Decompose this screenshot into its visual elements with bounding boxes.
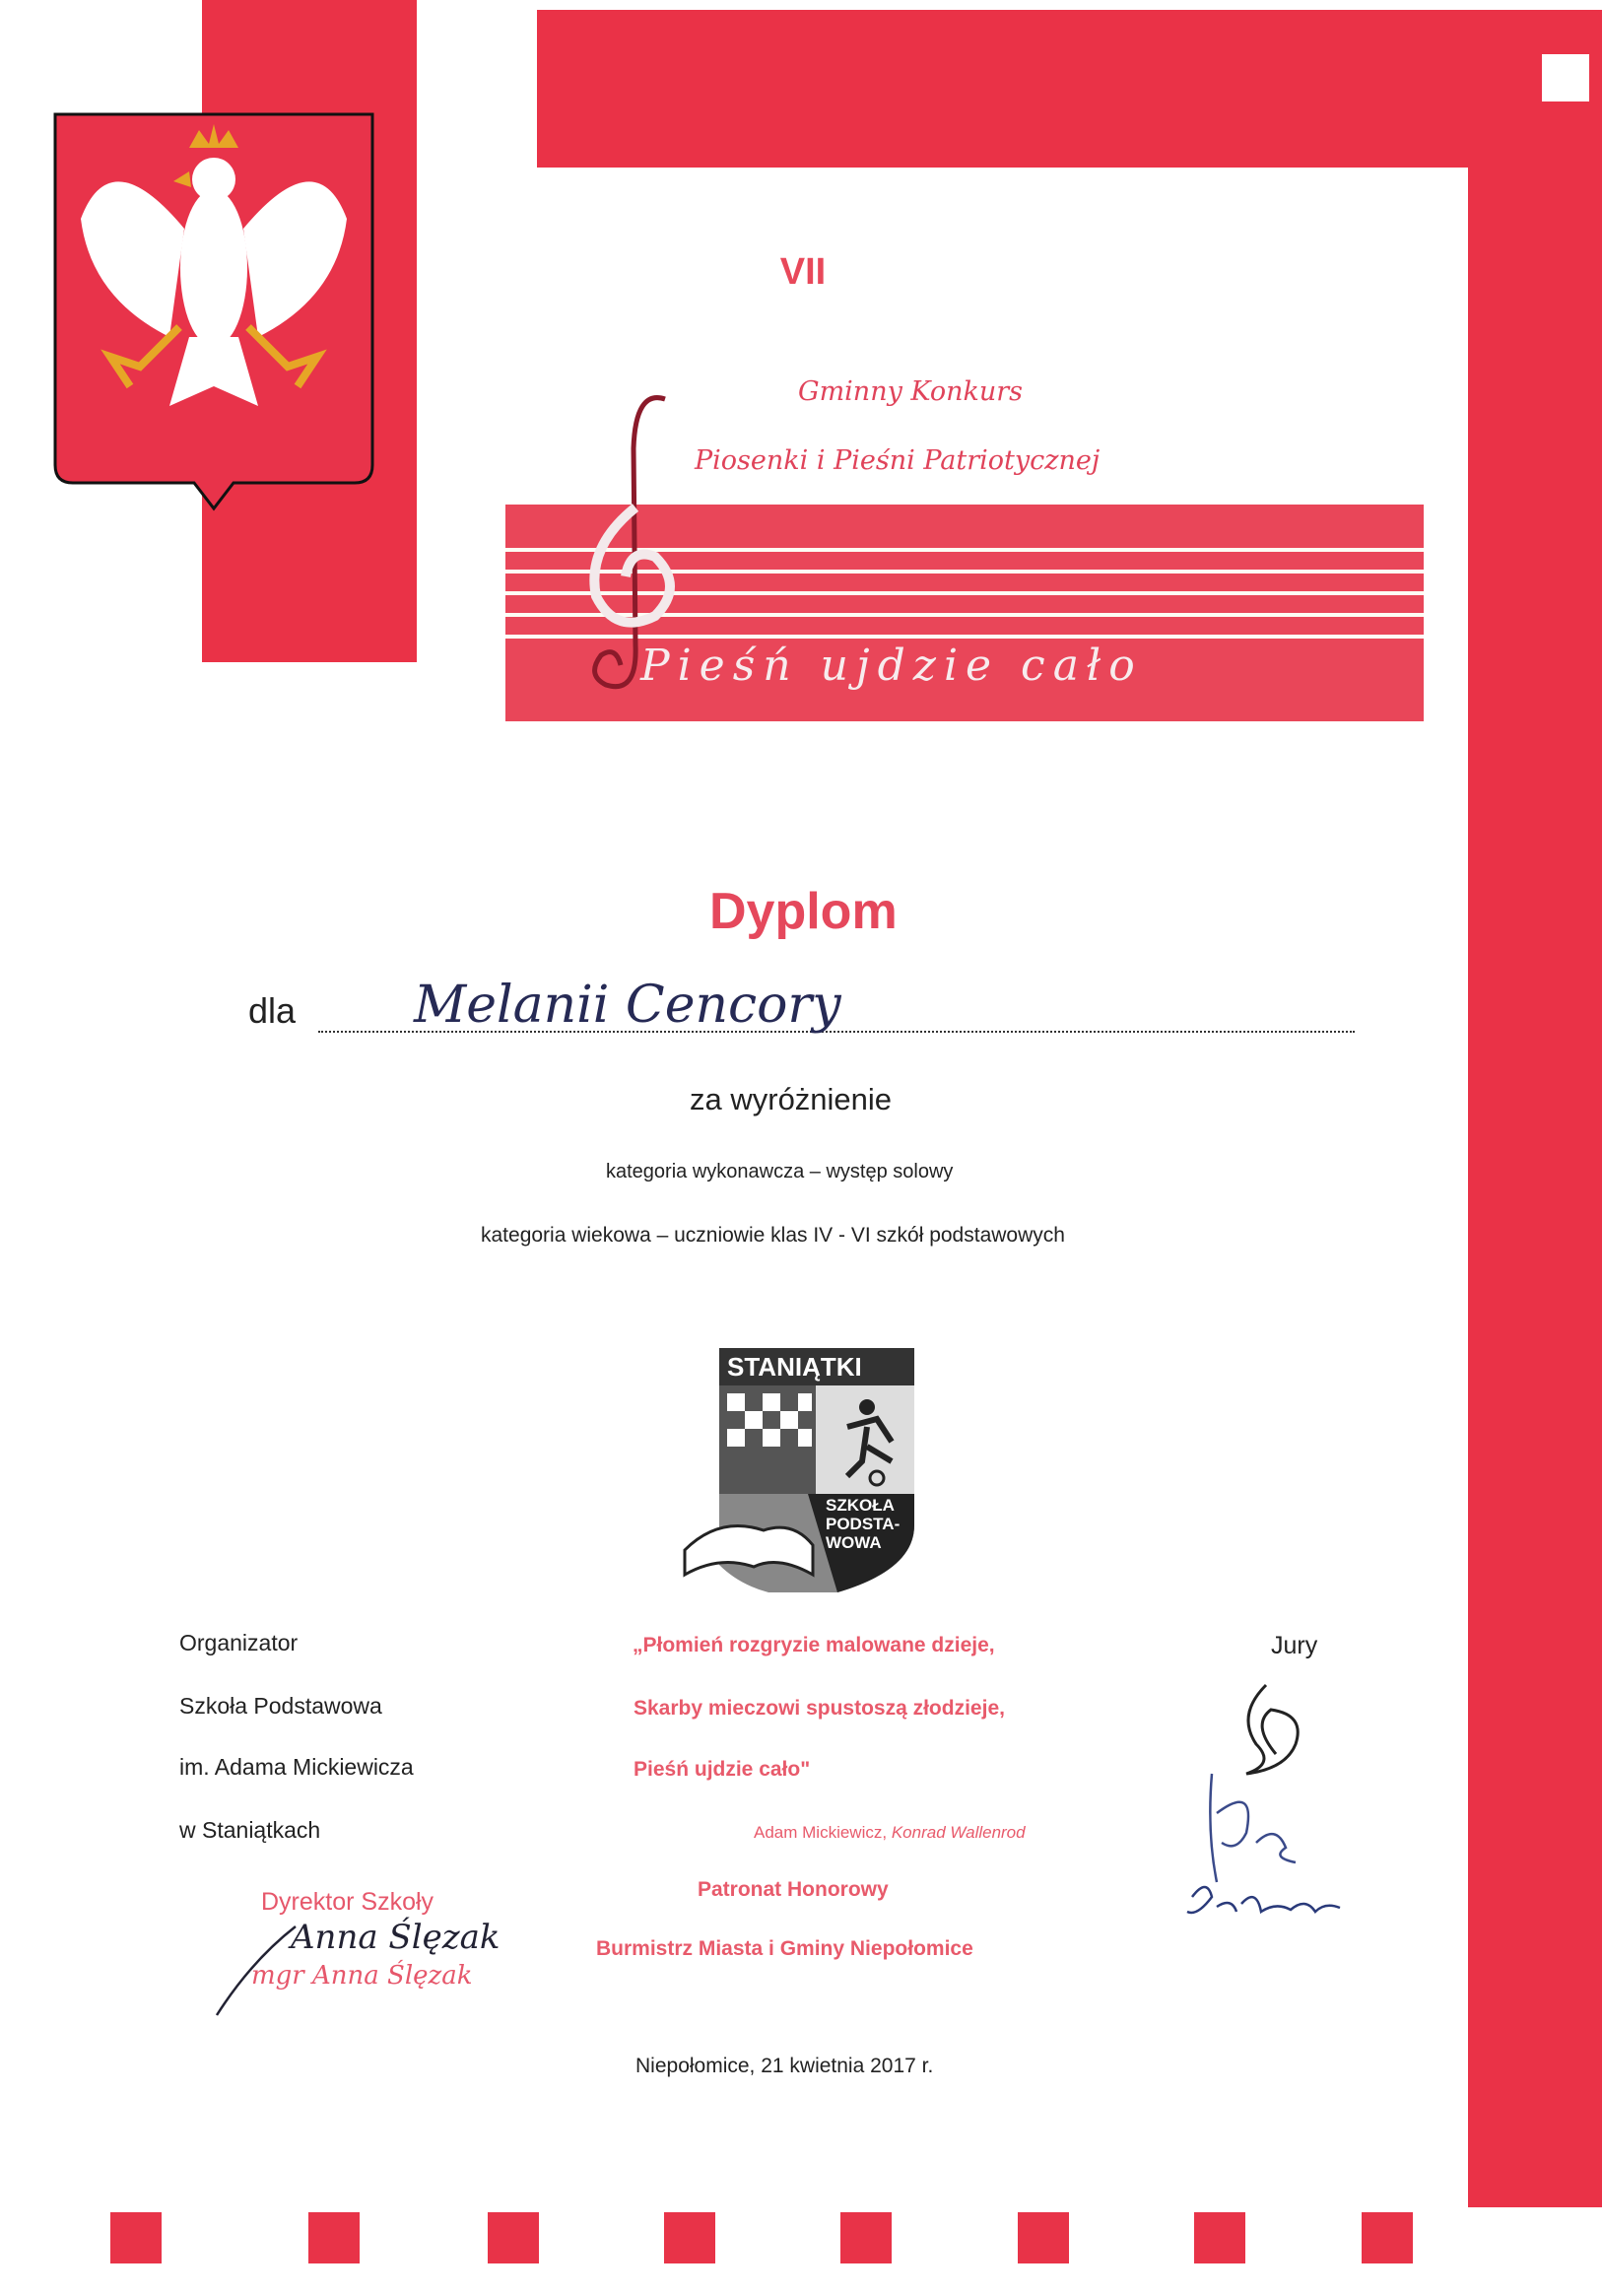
jury-label: Jury	[1271, 1632, 1318, 1659]
jury-signatures	[1177, 1675, 1374, 1931]
polish-eagle-icon	[51, 110, 376, 512]
logo-bottom-text: SZKOŁA PODSTA-WOWA	[826, 1496, 901, 1552]
signature-stroke	[212, 1922, 300, 2020]
bottom-square	[1018, 2212, 1069, 2263]
organizer-line1: Szkoła Podstawowa	[179, 1693, 382, 1719]
bottom-square	[840, 2212, 892, 2263]
director-label: Dyrektor Szkoły	[261, 1888, 434, 1916]
quote-work: Konrad Wallenrod	[891, 1823, 1026, 1842]
motto-text: Pieśń ujdzie cało	[640, 641, 1143, 691]
bottom-square	[110, 2212, 162, 2263]
place-date: Niepołomice, 21 kwietnia 2017 r.	[635, 2055, 934, 2077]
corner-white-square	[1542, 54, 1589, 101]
logo-top-text: STANIĄTKI	[727, 1352, 862, 1382]
organizer-line2: im. Adama Mickiewicza	[179, 1754, 414, 1780]
contest-title-line2: Piosenki i Pieśni Patriotycznej	[695, 445, 1101, 476]
school-crest-icon	[680, 1348, 924, 1594]
bottom-square	[664, 2212, 715, 2263]
edition-number: VII	[779, 251, 827, 293]
patronage-name: Burmistrz Miasta i Gminy Niepołomice	[596, 1937, 973, 1960]
quote-line2: Skarby mieczowi spustoszą złodzieje,	[634, 1697, 1005, 1720]
recipient-name: Melanii Cencory	[414, 976, 841, 1035]
patronage-label: Patronat Honorowy	[698, 1878, 889, 1901]
award-text: za wyróżnienie	[690, 1082, 893, 1116]
for-label: dla	[248, 990, 297, 1031]
director-stamp-name: mgr Anna Ślęzak	[251, 1961, 473, 1991]
quote-attribution	[754, 1823, 1026, 1843]
diploma-title: Dyplom	[709, 883, 898, 940]
corner-white-square-bottom	[1542, 2212, 1589, 2260]
quote-line1: „Płomień rozgryzie malowane dzieje,	[633, 1634, 995, 1656]
bottom-square	[1362, 2212, 1413, 2263]
quote-author: Adam Mickiewicz,	[754, 1823, 888, 1842]
category-age: kategoria wiekowa – uczniowie klas IV - VI szkół podstawowych	[481, 1224, 1065, 1247]
bottom-square	[1194, 2212, 1245, 2263]
organizer-label: Organizator	[179, 1630, 299, 1655]
top-red-band	[537, 10, 1602, 168]
category-performance: kategoria wykonawcza – występ solowy	[606, 1161, 954, 1182]
right-red-band	[1468, 10, 1602, 2207]
quote-line3: Pieśń ujdzie cało"	[634, 1758, 811, 1781]
organizer-line3: w Staniątkach	[179, 1817, 321, 1843]
contest-title-line1: Gminny Konkurs	[798, 376, 1024, 407]
school-logo	[680, 1348, 924, 1594]
bottom-square	[488, 2212, 539, 2263]
coat-of-arms	[51, 110, 376, 512]
bottom-square	[308, 2212, 360, 2263]
director-signature: Anna Ślęzak	[291, 1918, 501, 1957]
